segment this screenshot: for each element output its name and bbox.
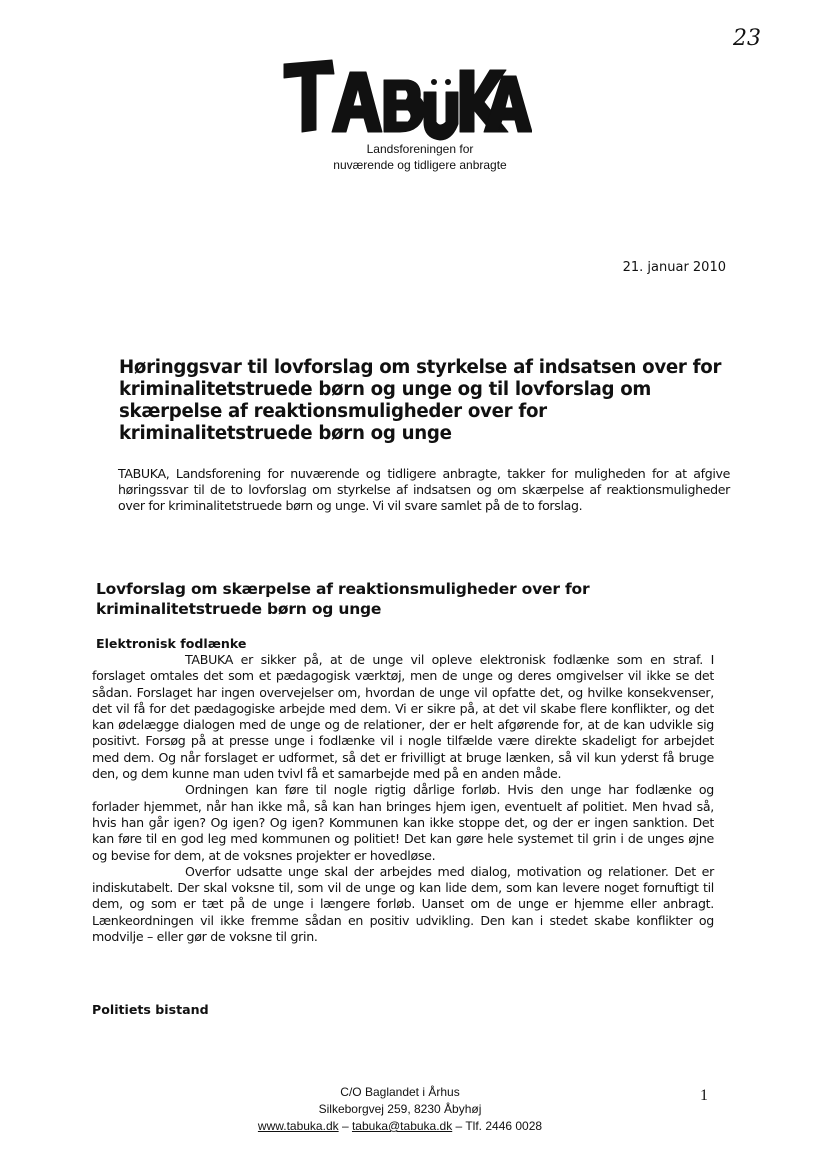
- body-text: [92, 652, 714, 945]
- footer-line-1: C/O Baglandet i Århus: [340, 1085, 460, 1099]
- tagline-line-2: nuværende og tidligere anbragte: [333, 158, 507, 172]
- paragraph: TABUKA er sikker på, at de unge vil opleve elektronisk fodlænke som en straf. I forslaget omtales det som et pædagogisk værktøj, men de unge og deres omgivelser vil ikke se det sådan. Forslaget har ingen overvejelser om, hvordan de unge vil opfatte det, og hvilke konsekvenser, det vil få for det pædagogiske arbejde med dem. Vi er sikre på, at det vil skabe flere konflikter, og det kan ødelægge dialogen med de unge og de relationer, der er helt afgørende for, at de kan udvikle sig positivt. Forsøg på at presse unge i fodlænke vil i nogle tilfælde være direkte skadeligt for arbejdet med dem. Og når forslaget er udformet, så det er frivilligt at bruge lænken, så vil kun yderst få bruge den, og dem kunne man uden tvivl få et samarbejde med på en anden måde.: [92, 652, 714, 782]
- logo-tagline: [300, 141, 540, 173]
- document-title: Høringgsvar til lovforslag om styrkelse af indsatsen over for kriminalitetstruede børn og unge og til lovforslag om skærpelse af reaktionsmuligheder over for kriminalitetstruede børn og unge: [119, 357, 722, 444]
- footer-separator: –: [338, 1119, 352, 1133]
- handwritten-page-number: 23: [733, 26, 761, 51]
- intro-paragraph: TABUKA, Landsforening for nuværende og tidligere anbragte, takker for muligheden for at afgive høringssvar til de to lovforslag om styrkelse af indsatsen og om skærpelse af reaktionsmuligheder over for kriminalitetstruede børn og unge. Vi vil svare samlet på de to forslag.: [118, 466, 730, 513]
- tabuka-logo: [270, 52, 532, 144]
- footer-line-2: Silkeborgvej 259, 8230 Åbyhøj: [318, 1102, 482, 1116]
- paragraph: Ordningen kan føre til nogle rigtig dårlige forløb. Hvis den unge har fodlænke og forlader hjemmet, når han ikke må, så kan han bringes hjem igen, eventuelt af politiet. Men hvad så, hvis han går igen? Og igen? Og igen? Kommunen kan ikke stoppe det, og der er ingen sanktion. Det kan føre til en god leg med kommunen og politiet! Det kan gøre hele systemet til grin i de unges øjne og bevise for dem, at de voksnes projekter er hovedløse.: [92, 782, 714, 863]
- website-link[interactable]: www.tabuka.dk: [257, 1119, 339, 1133]
- page-number: 1: [700, 1087, 708, 1104]
- subheading-elektronisk-fodlaenke: Elektronisk fodlænke: [96, 636, 247, 651]
- footer-phone: – Tlf. 2446 0028: [452, 1119, 543, 1133]
- subheading-politiets-bistand: Politiets bistand: [92, 1002, 209, 1017]
- footer-contact: [220, 1118, 580, 1135]
- email-link[interactable]: tabuka@tabuka.dk: [351, 1119, 453, 1133]
- letter-date: 21. januar 2010: [622, 260, 726, 275]
- paragraph: Overfor udsatte unge skal der arbejdes med dialog, motivation og relationer. Det er indiskutabelt. Der skal voksne til, som vil de unge og kan lide dem, som kan levere noget fornuftigt til dem, og som er tæt på de unge i længere forløb. Uanset om de unge er hjemme eller anbragt. Lænkeordningen vil ikke fremme sådan en positiv udvikling. Den kan i stedet skabe konflikter og modvilje – eller gør de voksne til grin.: [92, 863, 714, 945]
- footer-address: [220, 1084, 580, 1135]
- section-heading: Lovforslag om skærpelse af reaktionsmuligheder over for kriminalitetstruede børn og unge: [96, 580, 590, 618]
- tagline-line-1: Landsforeningen for: [366, 142, 474, 156]
